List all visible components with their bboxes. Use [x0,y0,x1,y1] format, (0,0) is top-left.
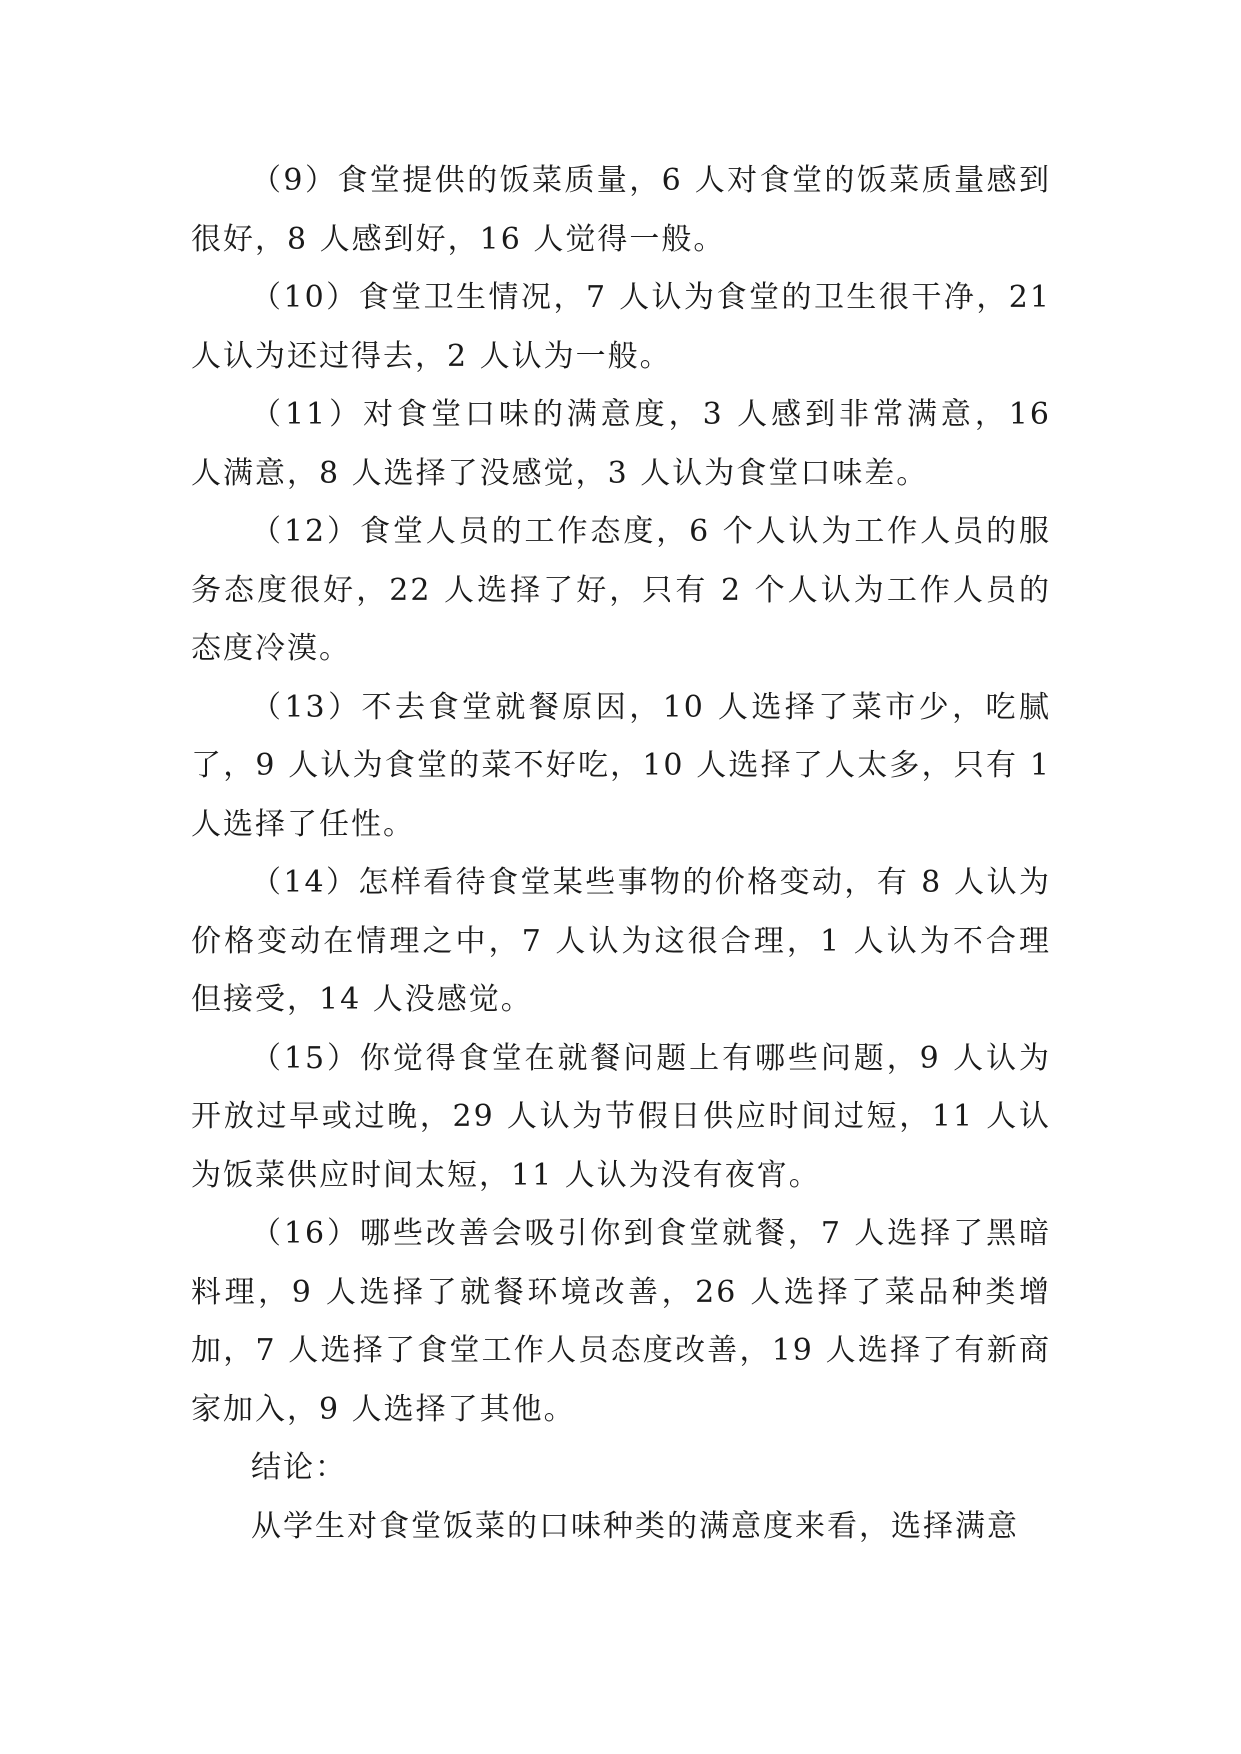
survey-item-13: （13）不去食堂就餐原因，10 人选择了菜市少，吃腻了，9 人认为食堂的菜不好吃，10 人选择了人太多，只有 1 人选择了任性。 [191,689,1051,842]
survey-item-9: （9）食堂提供的饭菜质量，6 人对食堂的饭菜质量感到很好，8 人感到好，16 人觉得一般。 [191,163,1051,257]
survey-item-12: （12）食堂人员的工作态度，6 个人认为工作人员的服务态度很好，22 人选择了好，只有 2 个人认为工作人员的态度冷漠。 [191,514,1051,666]
survey-item-15: （15）你觉得食堂在就餐问题上有哪些问题，9 人认为开放过早或过晚，29 人认为节假日供应时间过短，11 人认为饭菜供应时间太短，11 人认为没有夜宵。 [191,1040,1051,1193]
survey-item-10: （10）食堂卫生情况，7 人认为食堂的卫生很干净，21 人认为还过得去，2 人认为一般。 [191,280,1051,374]
document-page [191,152,1051,1556]
survey-item-16: （16）哪些改善会吸引你到食堂就餐，7 人选择了黑暗料理，9 人选择了就餐环境改善，26 人选择了菜品种类增加，7 人选择了食堂工作人员态度改善，19 人选择了有新商家加入，9 人选择了其他。 [191,1216,1051,1427]
conclusion-heading: 结论： [251,1450,347,1485]
conclusion-text: 从学生对食堂饭菜的口味种类的满意度来看，选择满意 [251,1508,1019,1544]
survey-item-11: （11）对食堂口味的满意度，3 人感到非常满意，16 人满意，8 人选择了没感觉，3 人认为食堂口味差。 [191,397,1051,491]
survey-item-14: （14）怎样看待食堂某些事物的价格变动，有 8 人认为价格变动在情理之中，7 人认为这很合理，1 人认为不合理但接受，14 人没感觉。 [191,865,1051,1017]
